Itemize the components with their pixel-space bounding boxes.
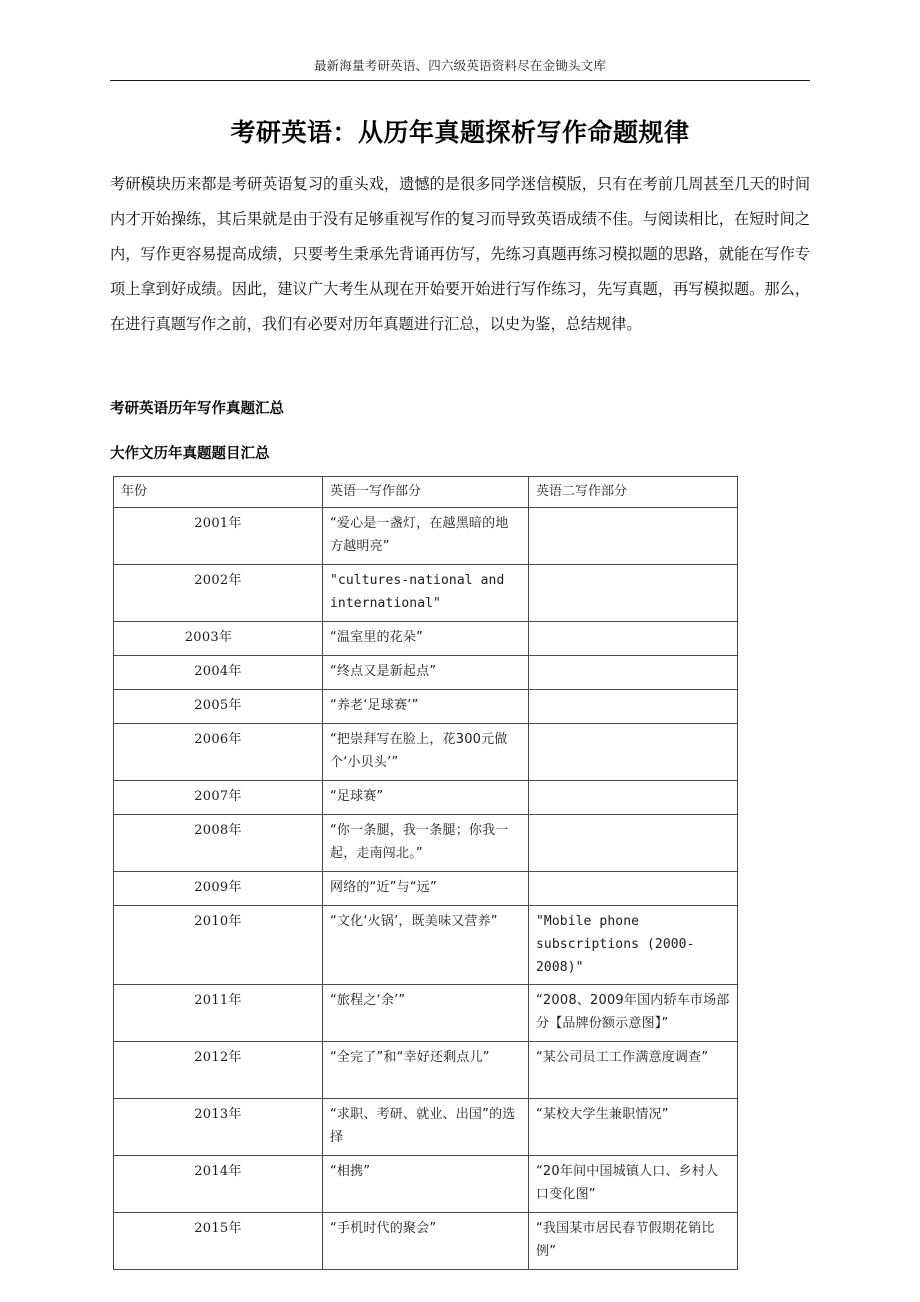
table-row <box>114 906 738 985</box>
cell-english-one-topic: “把崇拜写在脸上，花300元做个‘小贝头’” <box>323 724 529 781</box>
cell-english-one-topic: “手机时代的聚会” <box>323 1213 529 1270</box>
running-header-text: 最新海量考研英语、四六级英语资料尽在金锄头文库 <box>313 58 607 73</box>
cell-year: 2002年 <box>114 565 323 622</box>
table-row <box>114 656 738 690</box>
cell-year: 2006年 <box>114 724 323 781</box>
cell-year: 2010年 <box>114 906 323 985</box>
cell-english-two-topic <box>529 622 738 656</box>
section-heading-summary: 考研英语历年写作真题汇总 <box>110 401 284 418</box>
cell-year: 2003年 <box>114 622 323 656</box>
table-row <box>114 622 738 656</box>
cell-english-one-topic: “相携” <box>323 1156 529 1213</box>
cell-year: 2005年 <box>114 690 323 724</box>
cell-english-one-topic: “你一条腿，我一条腿；你我一起，走南闯北。” <box>323 815 529 872</box>
cell-year: 2009年 <box>114 872 323 906</box>
cell-english-one-topic: “终点又是新起点” <box>323 656 529 690</box>
cell-english-two-topic <box>529 872 738 906</box>
cell-english-one-topic: “求职、考研、就业、出国”的选择 <box>323 1099 529 1156</box>
cell-english-one-topic: "cultures-national and international" <box>323 565 529 622</box>
table-row <box>114 1099 738 1156</box>
cell-english-one-topic: “爱心是一盏灯，在越黑暗的地方越明亮” <box>323 508 529 565</box>
cell-english-two-topic <box>529 656 738 690</box>
cell-english-two-topic: “20年间中国城镇人口、乡村人口变化图” <box>529 1156 738 1213</box>
table-head <box>114 477 738 508</box>
cell-english-one-topic: “旅程之‘余’” <box>323 985 529 1042</box>
cell-english-two-topic <box>529 724 738 781</box>
cell-english-two-topic: “某公司员工工作满意度调查” <box>529 1042 738 1099</box>
cell-english-one-topic: “全完了”和“幸好还剩点儿” <box>323 1042 529 1099</box>
running-header <box>110 58 810 74</box>
exam-topics-table-wrapper <box>113 476 737 1270</box>
cell-year: 2014年 <box>114 1156 323 1213</box>
cell-year: 2011年 <box>114 985 323 1042</box>
cell-year: 2013年 <box>114 1099 323 1156</box>
cell-english-two-topic: “某校大学生兼职情况” <box>529 1099 738 1156</box>
table-body <box>114 508 738 1270</box>
column-header-english-two: 英语二写作部分 <box>529 477 738 508</box>
cell-english-one-topic: “足球赛” <box>323 781 529 815</box>
intro-paragraph: 考研模块历来都是考研英语复习的重头戏，遗憾的是很多同学迷信模版，只有在考前几周甚至几天的时间内才开始操练，其后果就是由于没有足够重视写作的复习而导致英语成绩不佳。与阅读相比，在短时间之内，写作更容易提高成绩，只要考生秉承先背诵再仿写，先练习真题再练习模拟题的思路，就能在写作专项上拿到好成绩。因此，建议广大考生从现在开始要开始进行写作练习，先写真题，再写模拟题。那么，在进行真题写作之前，我们有必要对历年真题进行汇总，以史为鉴，总结规律。 <box>110 175 810 334</box>
cell-year: 2008年 <box>114 815 323 872</box>
table-row <box>114 1042 738 1099</box>
cell-year: 2001年 <box>114 508 323 565</box>
cell-year: 2004年 <box>114 656 323 690</box>
table-row <box>114 872 738 906</box>
cell-english-two-topic: “2008、2009年国内轿车市场部分【品牌份额示意图】” <box>529 985 738 1042</box>
cell-english-two-topic <box>529 690 738 724</box>
table-row <box>114 565 738 622</box>
cell-year: 2007年 <box>114 781 323 815</box>
table-row <box>114 781 738 815</box>
cell-english-two-topic: "Mobile phone subscriptions (2000-2008)" <box>529 906 738 985</box>
header-divider <box>110 80 810 81</box>
cell-english-two-topic: “我国某市居民春节假期花销比例” <box>529 1213 738 1270</box>
column-header-english-one: 英语一写作部分 <box>323 477 529 508</box>
section-heading-essay-topics: 大作文历年真题题目汇总 <box>110 445 270 462</box>
cell-english-one-topic: 网络的“近”与“远” <box>323 872 529 906</box>
table-row <box>114 724 738 781</box>
cell-english-two-topic <box>529 815 738 872</box>
cell-english-one-topic: “温室里的花朵” <box>323 622 529 656</box>
table-row <box>114 1156 738 1213</box>
cell-english-one-topic: “养老‘足球赛’” <box>323 690 529 724</box>
cell-english-two-topic <box>529 508 738 565</box>
cell-english-one-topic: “文化‘火锅’，既美味又营养” <box>323 906 529 985</box>
cell-year: 2012年 <box>114 1042 323 1099</box>
cell-year: 2015年 <box>114 1213 323 1270</box>
page-title: 考研英语：从历年真题探析写作命题规律 <box>230 117 690 147</box>
table-row <box>114 985 738 1042</box>
table-row <box>114 690 738 724</box>
cell-english-two-topic <box>529 781 738 815</box>
table-row <box>114 815 738 872</box>
table-row <box>114 508 738 565</box>
table-header-row <box>114 477 738 508</box>
exam-topics-table <box>113 476 738 1270</box>
column-header-year: 年份 <box>114 477 323 508</box>
cell-english-two-topic <box>529 565 738 622</box>
table-row <box>114 1213 738 1270</box>
